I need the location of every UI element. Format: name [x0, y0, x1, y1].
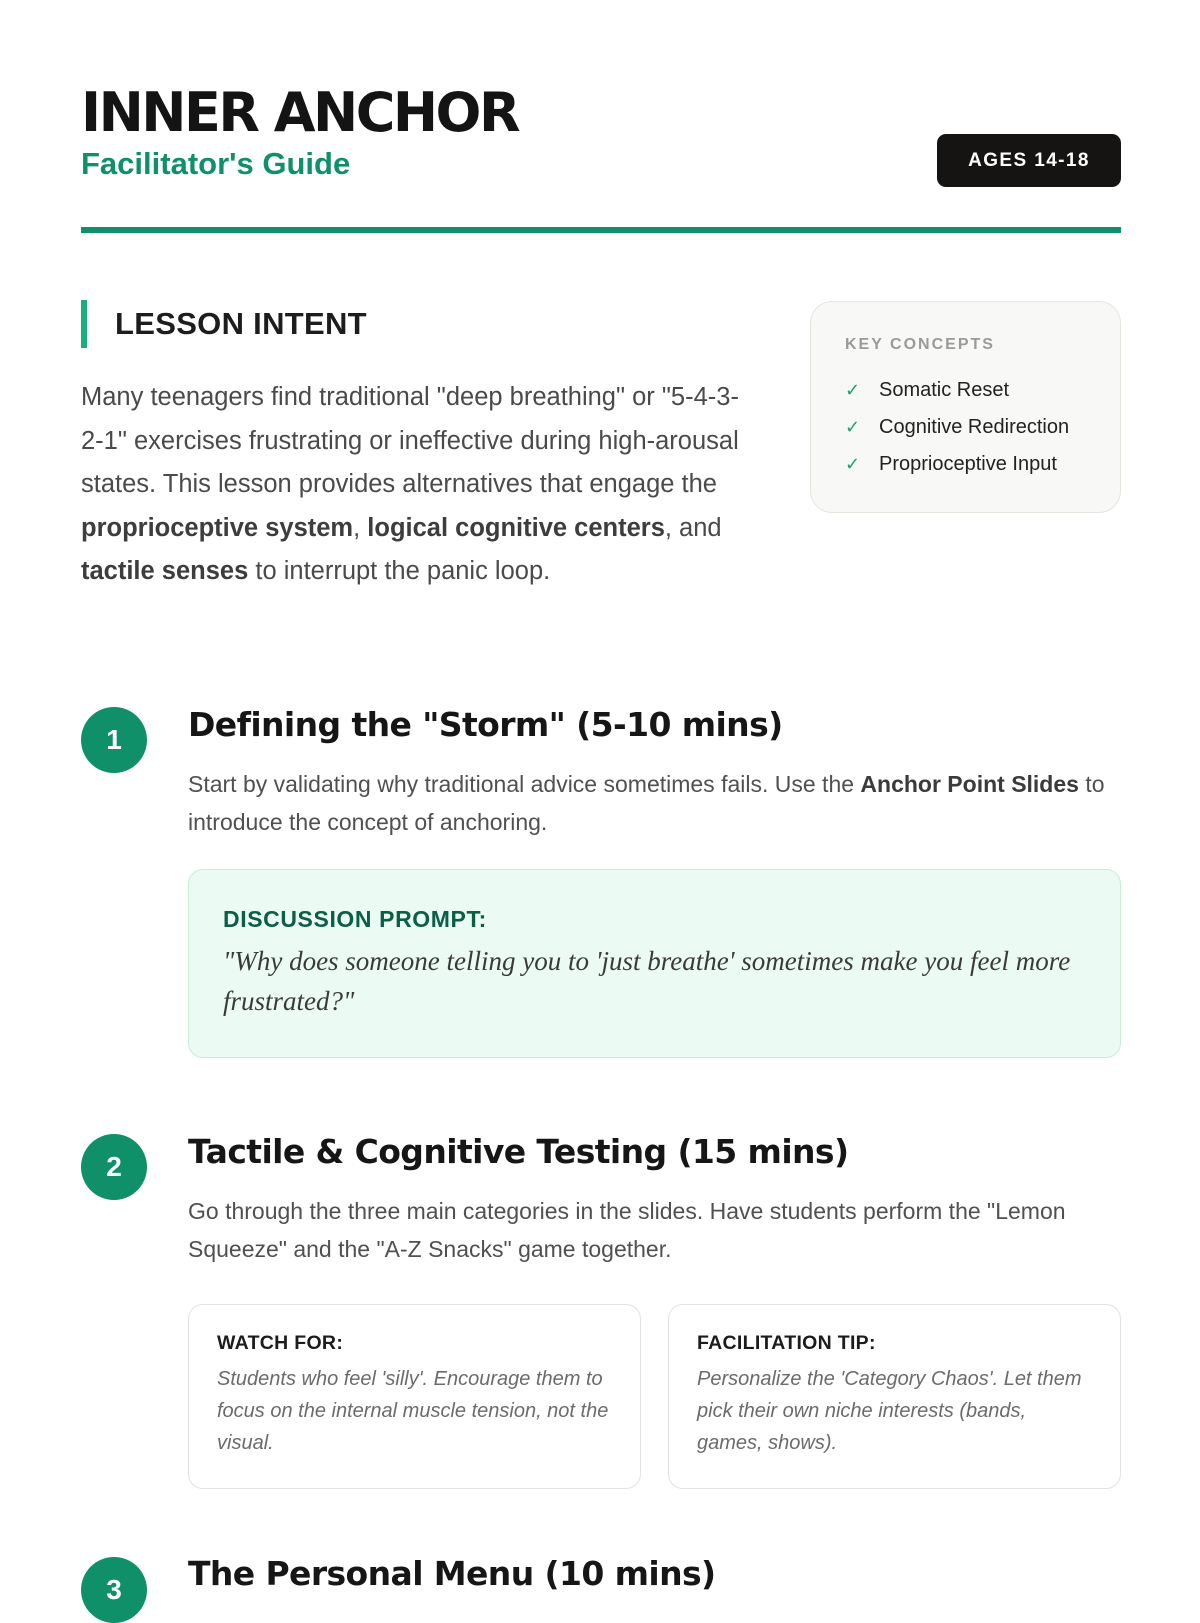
facilitator-guide-page [81, 0, 1121, 1605]
step-content [188, 1130, 1121, 1454]
step-number-badge: 3 [81, 1557, 147, 1623]
step-description [188, 1192, 1121, 1268]
step-2 [81, 1134, 1121, 1494]
step-content [188, 1552, 1121, 1596]
guide-header [81, 82, 1121, 234]
lesson-intent-heading [81, 300, 761, 348]
step-title: Tactile & Cognitive Testing (15 mins) [188, 1132, 849, 1171]
facilitation-tip-text: Personalize the 'Category Chaos'. Let them pick their own niche interests (bands, games, shows). [697, 1368, 1082, 1454]
step-content [188, 703, 1121, 1016]
key-concept-item [845, 409, 1120, 446]
watch-for-card [188, 1304, 641, 1489]
intent-text-segment: Many teenagers find traditional "deep breathing" or "5-4-3-2-1" exercises frustrating or ineffective during high-arousal states. This lesson provides alternatives that engage the [81, 383, 739, 498]
guide-title: INNER ANCHOR [81, 81, 519, 144]
discussion-prompt-quote: "Why does someone telling you to 'just breathe' sometimes make you feel more frustrated?" [223, 946, 1071, 1016]
step-text-segment: Go through the three main categories in the slides. Have students perform the "Lemon Squeeze" and the "A-Z Snacks" game together. [188, 1198, 1066, 1262]
key-concept-label: Cognitive Redirection [879, 416, 1070, 438]
step-number-badge: 2 [81, 1134, 147, 1200]
facilitation-tip-label: FACILITATION TIP: [697, 1332, 876, 1354]
step-bold-term: Anchor Point Slides [860, 771, 1079, 797]
key-concept-label: Proprioceptive Input [879, 453, 1057, 475]
facilitation-tip-card [668, 1304, 1121, 1489]
lesson-intent-heading-text: LESSON INTENT [115, 306, 367, 341]
key-concepts-card [810, 301, 1121, 513]
discussion-prompt-label: DISCUSSION PROMPT: [223, 906, 487, 932]
step-number-badge: 1 [81, 707, 147, 773]
key-concept-label: Somatic Reset [879, 379, 1010, 401]
key-concept-item [845, 372, 1120, 409]
watch-for-text: Students who feel 'silly'. Encourage them to focus on the internal muscle tension, not the visual. [217, 1368, 609, 1454]
discussion-prompt-callout [188, 869, 1121, 1058]
key-concepts-heading: KEY CONCEPTS [845, 336, 995, 353]
step-description [188, 765, 1121, 841]
intent-text-segment: , [353, 513, 368, 542]
step-text-segment: to introduce the concept of anchoring. [188, 771, 1105, 835]
check-icon: ✓ [845, 417, 861, 437]
intent-bold-term: proprioceptive system [81, 513, 354, 542]
check-icon: ✓ [845, 454, 861, 474]
lesson-intent-section [81, 300, 761, 594]
intent-text-segment: to interrupt the panic loop. [248, 557, 551, 585]
watch-for-label: WATCH FOR: [217, 1332, 344, 1354]
intent-bold-term: tactile senses [81, 557, 249, 585]
intent-bold-term: logical cognitive centers [367, 513, 665, 542]
key-concept-item [845, 446, 1120, 483]
step-tip-cards [188, 1304, 1121, 1489]
step-1 [81, 707, 1121, 1067]
header-divider [81, 227, 1121, 233]
heading-accent-bar [81, 300, 87, 348]
step-text-segment: Start by validating why traditional advice sometimes fails. Use the [188, 771, 861, 797]
step-title: The Personal Menu (10 mins) [188, 1554, 716, 1593]
age-range-badge: AGES 14-18 [937, 134, 1121, 187]
check-icon: ✓ [845, 380, 861, 400]
step-3 [81, 1554, 1121, 1605]
step-title: Defining the "Storm" (5-10 mins) [188, 705, 783, 744]
lesson-intent-body [81, 376, 761, 594]
guide-subtitle: Facilitator's Guide [81, 146, 351, 181]
intent-text-segment: , and [664, 513, 722, 542]
